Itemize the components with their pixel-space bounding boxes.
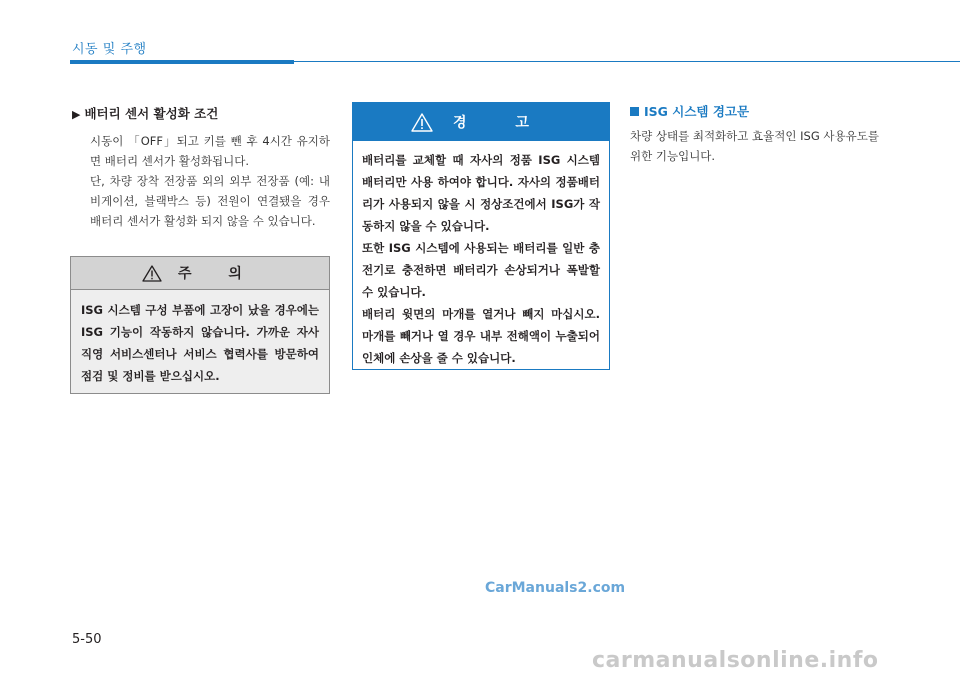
isg-heading bbox=[630, 102, 892, 120]
battery-sensor-heading-text: 배터리 센서 활성화 조건 bbox=[84, 106, 219, 121]
warning-triangle-icon bbox=[411, 113, 433, 132]
battery-sensor-paragraph-2: 단, 차량 장착 전장품 외의 외부 전장품 (예: 내비게이션, 블랙박스 등) 전원이 연결됐을 경우 배터리 센서가 활성화 되지 않을 수 있습니다. bbox=[90, 174, 330, 228]
warning-box bbox=[352, 102, 610, 370]
watermark-carmanuals2: CarManuals2.com bbox=[485, 580, 626, 596]
isg-heading-text: ISG 시스템 경고문 bbox=[644, 104, 750, 119]
isg-body: 차량 상태를 최적화하고 효율적인 ISG 사용유도를 위한 기능입니다. bbox=[630, 129, 879, 163]
caution-box bbox=[70, 256, 330, 394]
page-number: 5-50 bbox=[72, 632, 102, 647]
section-title: 시동 및 주행 bbox=[72, 42, 147, 57]
triangle-right-icon: ▶ bbox=[72, 108, 81, 121]
warning-paragraph-1: 배터리를 교체할 때 자사의 정품 ISG 시스템 배터리만 사용 하여야 합니다. 자사의 정품배터리가 사용되지 않을 시 정상조건에서 ISG가 작동하지 않을 수 있습니다. bbox=[362, 153, 600, 233]
header-rule-thick bbox=[70, 60, 294, 64]
warning-triangle-icon bbox=[142, 265, 162, 282]
warning-title: 경 고 bbox=[453, 115, 551, 131]
warning-paragraph-3: 배터리 윗면의 마개를 열거나 빼지 마십시오. 마개를 빼거나 열 경우 내부 전해액이 누출되어 인체에 손상을 줄 수 있습니다. bbox=[362, 307, 600, 365]
battery-sensor-paragraph-1: 시동이 「OFF」되고 키를 뺀 후 4시간 유지하면 배터리 센서가 활성화됩니다. bbox=[90, 134, 330, 168]
caution-title: 주 의 bbox=[178, 266, 258, 282]
warning-paragraph-2: 또한 ISG 시스템에 사용되는 배터리를 일반 충전기로 충전하면 배터리가 손상되거나 폭발할 수 있습니다. bbox=[362, 241, 600, 299]
warning-body bbox=[353, 141, 609, 369]
battery-sensor-section bbox=[72, 104, 330, 231]
header-rule-thin bbox=[294, 61, 960, 62]
warning-header bbox=[353, 103, 609, 141]
blue-square-icon bbox=[630, 107, 639, 116]
isg-warning-section bbox=[630, 102, 892, 166]
battery-sensor-heading bbox=[72, 104, 330, 122]
watermark-carmanualsonline: carmanualsonline.info bbox=[592, 648, 879, 673]
caution-header bbox=[71, 257, 329, 290]
caution-body: ISG 시스템 구성 부품에 고장이 났을 경우에는 ISG 기능이 작동하지 않습니다. 가까운 자사 직영 서비스센터나 서비스 협력사를 방문하여 점검 및 정비를 받으십시오. bbox=[81, 303, 319, 383]
battery-sensor-body bbox=[90, 131, 330, 231]
